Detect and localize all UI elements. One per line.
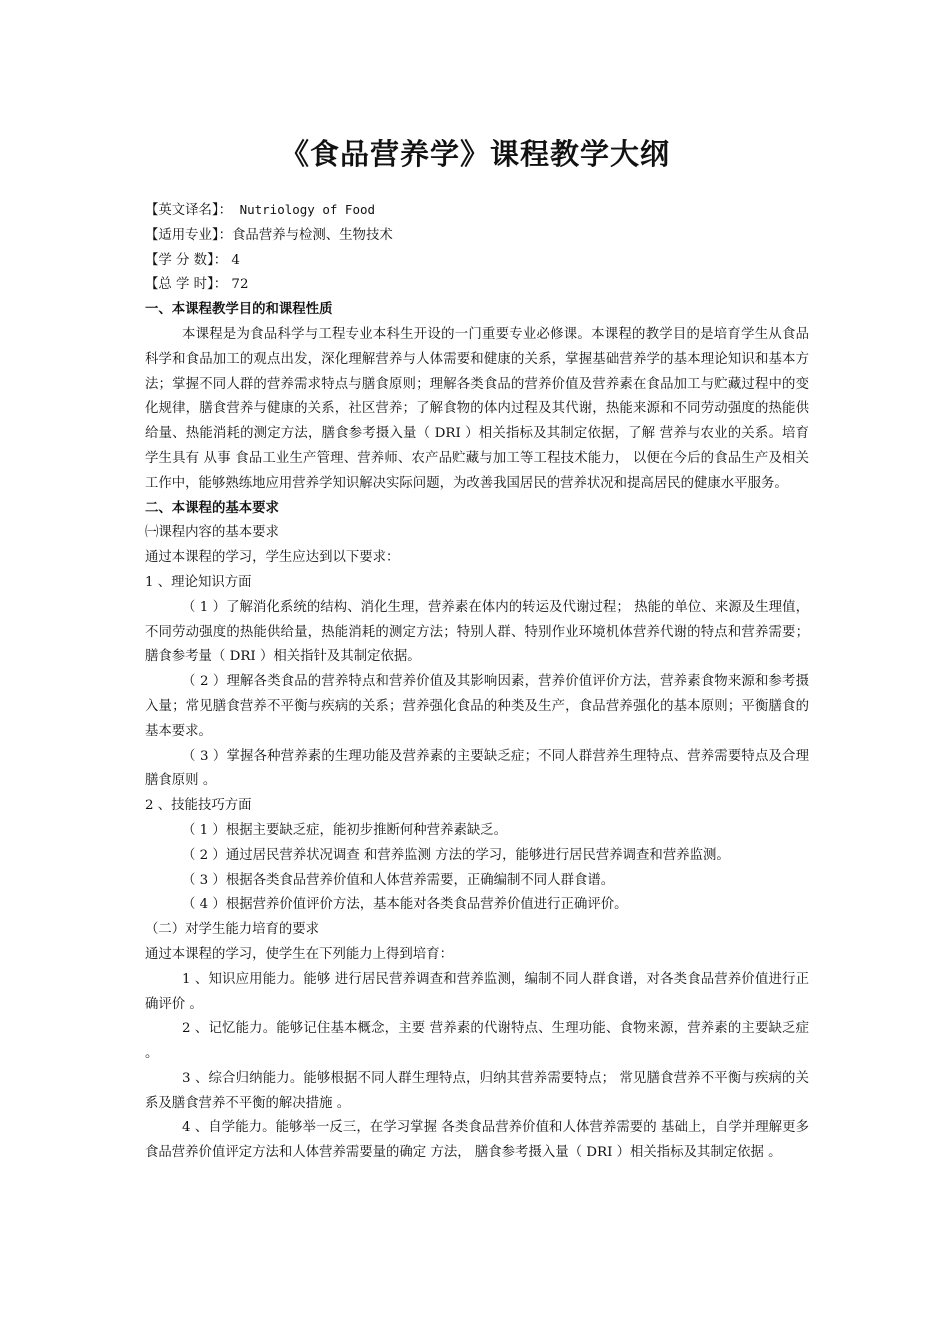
list-item: 3 、综合归纳能力。能够根据不同人群生理特点，归纳其营养需要特点； 常见膳食营养不平衡与疾病的关系及膳食营养不平衡的解决措施 。 bbox=[145, 1070, 809, 1111]
meta-credits bbox=[145, 249, 809, 274]
meta-majors bbox=[145, 224, 809, 249]
item-heading: 2 、技能技巧方面 bbox=[145, 798, 252, 814]
meta-value: 食品营养与检测、生物技术 bbox=[232, 227, 393, 243]
intro-text: 通过本课程的学习，使学生在下列能力上得到培育： bbox=[145, 946, 453, 962]
meta-english-name bbox=[145, 198, 809, 224]
section-heading: 二、本课程的基本要求 bbox=[145, 500, 279, 516]
meta-label: 【总 学 时】： bbox=[145, 277, 228, 293]
meta-value: Nutriology of Food bbox=[232, 202, 376, 217]
meta-value: 72 bbox=[227, 277, 249, 293]
list-item: （ 1 ）根据主要缺乏症，能初步推断何种营养素缺乏。 bbox=[182, 822, 508, 838]
document-title: 《食品营养学》课程教学大纲 bbox=[279, 137, 670, 171]
list-item: 1 、知识应用能力。能够 进行居民营养调查和营养监测，编制不同人群食谱，对各类食品营养价值进行正确评价 。 bbox=[145, 971, 809, 1012]
subsection-heading: ㈠课程内容的基本要求 bbox=[145, 525, 279, 541]
section-heading: 一、本课程教学目的和课程性质 bbox=[145, 302, 333, 318]
list-item: （ 4 ）根据营养价值评价方法，基本能对各类食品营养价值进行正确评价。 bbox=[182, 897, 628, 913]
meta-value: 4 bbox=[227, 252, 240, 268]
meta-label: 【适用专业】： bbox=[145, 227, 233, 243]
meta-label: 【英文译名】： bbox=[145, 203, 233, 218]
section-paragraph: 本课程是为食品科学与工程专业本科生开设的一门重要专业必修课。本课程的教学目的是培育学生从食品科学和食品加工的观点出发，深化理解营养与人体需要和健康的关系，掌握基础营养学的基本理论知识和基本方法；掌握不同人群的营养需求特点与膳食原则；理解各类食品的营养价值及营养素在食品加工与贮藏过程中的变化规律，膳食营养与健康的关系，社区营养；了解食物的体内过程及其代谢，热能来源和不同劳动强度的热能供给量、热能消耗的测定方法，膳食参考摄入量（ DRI ）相关指标及其制定依据，了解 营养与农业的关系。培育学生具有 从事 食品工业生产管理、营养师、农产品贮藏与加工等工程技术能力， 以便在今后的食品生产及相关工作中，能够熟练地应用营养学知识解决实际问题，为改善我国居民的营养状况和提高居民的健康水平服务。 bbox=[145, 326, 809, 491]
list-item: （ 3 ）根据各类食品营养价值和人体营养需要，正确编制不同人群食谱。 bbox=[182, 872, 615, 888]
list-item: （ 2 ）通过居民营养状况调查 和营养监测 方法的学习，能够进行居民营养调查和营养监测。 bbox=[182, 847, 730, 863]
intro-text: 通过本课程的学习，学生应达到以下要求： bbox=[145, 550, 400, 566]
list-item: 4 、自学能力。能够举一反三，在学习掌握 各类食品营养价值和人体营养需要的 基础上，自学并理解更多 食品营养价值评定方法和人体营养需要量的确定 方法， 膳食参考摄入量（ DRI ）相关指标及其制定依据 。 bbox=[145, 1120, 809, 1161]
list-item: （ 2 ）理解各类食品的营养特点和营养价值及其影响因素，营养价值评价方法，营养素食物来源和参考摄入量；常见膳食营养不平衡与疾病的关系；营养强化食品的种类及生产，食品营养强化的基本原则；平衡膳食的基本要求。 bbox=[145, 674, 809, 739]
list-item: （ 3 ）掌握各种营养素的生理功能及营养素的主要缺乏症；不同人群营养生理特点、营养需要特点及合理膳食原则 。 bbox=[145, 748, 809, 789]
list-item: 2 、记忆能力。能够记住基本概念，主要 营养素的代谢特点、生理功能、食物来源，营养素的主要缺乏症 。 bbox=[145, 1021, 809, 1062]
document-body bbox=[145, 198, 809, 1166]
meta-hours bbox=[145, 273, 809, 298]
item-heading: 1 、理论知识方面 bbox=[145, 574, 252, 590]
list-item: （ 1 ）了解消化系统的结构、消化生理，营养素在体内的转运及代谢过程； 热能的单位、来源及生理值，不同劳动强度的热能供给量，热能消耗的测定方法；特别人群、特别作业环境机体营养代谢的特点和营养需要；膳食参考量（ DRI ）相关指针及其制定依据。 bbox=[145, 599, 809, 665]
meta-label: 【学 分 数】： bbox=[145, 252, 228, 268]
subsection-heading: （二）对学生能力培育的要求 bbox=[145, 922, 320, 938]
